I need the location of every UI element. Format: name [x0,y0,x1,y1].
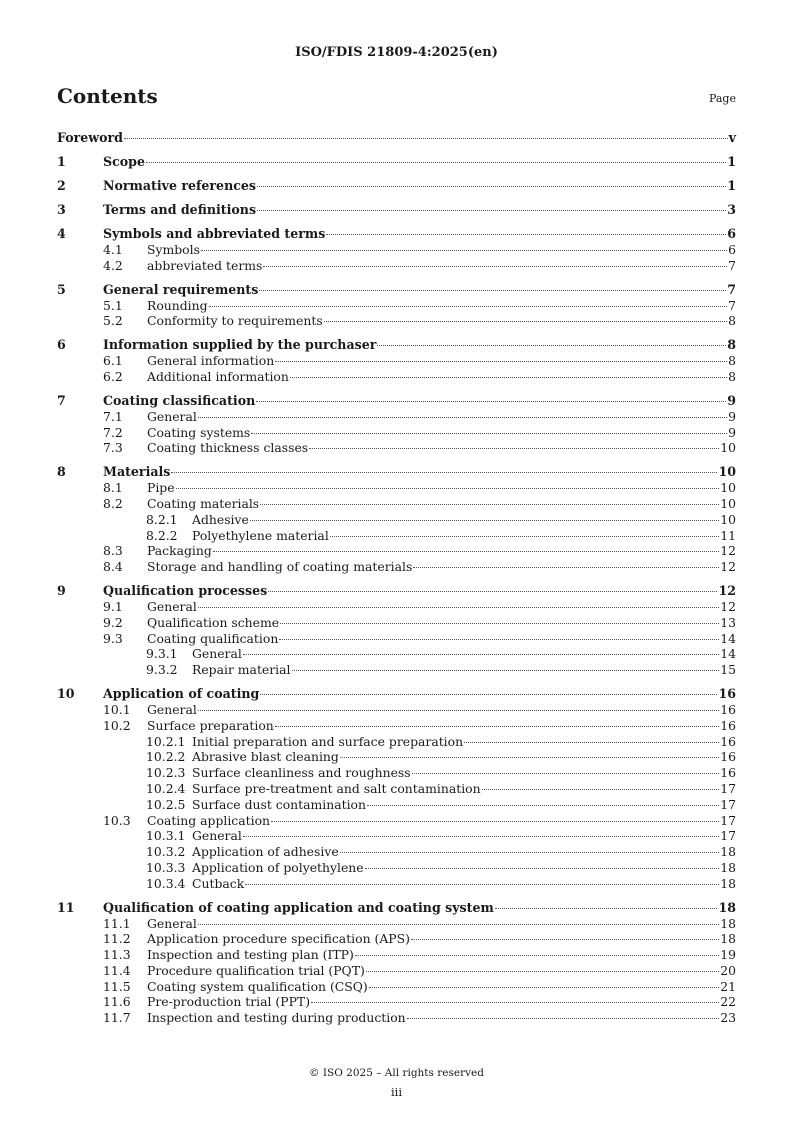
toc-entry[interactable] [57,813,736,829]
toc-entry[interactable] [57,369,736,385]
toc-entry-page: 18 [720,931,736,947]
toc-entry-number: 5.2 [103,313,123,329]
toc-entry-title: abbreviated terms [147,257,263,273]
toc-dot-leader [256,401,726,402]
toc-entry[interactable] [57,781,736,797]
toc-entry-number: 11.4 [103,962,131,978]
toc-entry[interactable] [57,409,736,425]
toc-dot-leader [369,987,719,988]
toc-entry[interactable] [57,512,736,528]
toc-entry[interactable] [57,337,736,353]
toc-entry-page: 19 [720,947,736,963]
toc-entry[interactable] [57,178,736,194]
toc-dot-leader [198,924,719,925]
toc-entry-number: 9 [57,582,66,598]
toc-entry[interactable] [57,994,736,1010]
toc-entry-title: General [147,408,197,424]
toc-entry-number: 4.1 [103,242,123,257]
toc-entry-title: Packaging [147,543,212,559]
toc-entry[interactable] [57,393,736,409]
toc-entry-title: Information supplied by the purchaser [103,337,377,353]
toc-dot-leader [275,361,727,362]
toc-entry-number: 11.1 [103,915,131,931]
page-number: iii [390,1085,403,1099]
toc-entry[interactable] [57,130,736,146]
toc-entry-number: 6 [57,337,66,353]
toc-entry[interactable] [57,559,736,575]
toc-entry[interactable] [57,353,736,369]
toc-dot-leader [271,821,719,822]
toc-entry-title: Rounding [147,297,208,313]
toc-entry[interactable] [57,242,736,258]
toc-entry-page: 12 [720,559,736,575]
toc-entry-page: 18 [720,915,736,931]
toc-entry-page: 18 [718,899,736,915]
toc-entry[interactable] [57,599,736,615]
toc-entry-title: Storage and handling of coating materials [147,559,413,575]
toc-entry[interactable] [57,615,736,631]
toc-entry-title: Additional information [147,368,289,384]
toc-entry[interactable] [57,844,736,860]
toc-entry-number: 8 [57,464,66,480]
toc-dot-leader [213,551,719,552]
toc-entry-number: 1 [57,154,66,169]
copyright-footer: © ISO 2025 – All rights reserved [309,1067,484,1079]
toc-entry-title: Repair material [192,662,291,678]
toc-entry-title: General [147,598,197,614]
toc-dot-leader [259,290,726,291]
toc-entry-title: Symbols [147,242,200,257]
toc-entry-number: 6.1 [103,353,123,369]
toc-entry-number: 8.2.2 [146,527,178,543]
toc-entry-number: 9.3.1 [146,646,178,662]
toc-entry-title: General [147,701,197,717]
toc-entry-title: Coating application [147,812,271,828]
toc-entry-number: 10.3.4 [146,875,186,891]
toc-entry-page: 9 [728,408,736,424]
toc-entry-page: 10 [720,480,736,496]
toc-entry-title: Surface preparation [147,717,274,733]
toc-entry-number: 4.2 [103,257,123,273]
toc-dot-leader [171,472,717,473]
toc-dot-leader [201,250,727,251]
toc-entry[interactable] [57,528,736,544]
toc-dot-leader [146,162,726,163]
toc-entry-title: Foreword [57,130,123,145]
toc-entry-title: Coating qualification [147,630,279,646]
toc-entry-number: 2 [57,178,66,193]
toc-entry-title: Inspection and testing plan (ITP) [147,947,354,963]
toc-dot-leader [257,186,726,187]
toc-entry-page: 15 [720,662,736,678]
toc-entry-number: 6.2 [103,368,123,384]
toc-entry-title: Initial preparation and surface preparation [192,733,464,749]
toc-entry-page: 16 [720,717,736,733]
toc-entry-page: 8 [728,368,736,384]
toc-entry[interactable] [57,797,736,813]
toc-entry-page: 6 [728,242,736,257]
toc-entry-page: 3 [727,202,736,217]
toc-entry-page: 12 [720,598,736,614]
toc-entry[interactable] [57,298,736,314]
toc-entry-title: Application procedure specification (APS) [147,931,410,947]
toc-entry[interactable] [57,496,736,512]
table-of-contents [57,130,736,1026]
toc-entry-number: 10.2.5 [146,796,186,812]
toc-entry[interactable] [57,876,736,892]
toc-entry-page: 21 [720,978,736,994]
toc-entry[interactable] [57,154,736,170]
toc-entry-number: 10.1 [103,701,131,717]
toc-entry-number: 7 [57,392,66,408]
toc-entry-page: 12 [720,543,736,559]
toc-entry-number: 4 [57,226,66,241]
toc-entry[interactable] [57,646,736,662]
toc-entry-number: 7.2 [103,424,123,440]
toc-entry-page: 11 [720,527,736,543]
toc-entry-number: 7.1 [103,408,123,424]
toc-entry-page: 8 [728,353,736,369]
toc-dot-leader [367,805,719,806]
toc-dot-leader [243,836,719,837]
toc-dot-leader [292,670,720,671]
toc-entry[interactable] [57,631,736,647]
toc-dot-leader [326,234,726,235]
toc-entry-page: 18 [720,859,736,875]
toc-entry-number: 11.7 [103,1010,131,1026]
toc-entry-number: 8.1 [103,480,123,496]
toc-entry-page: v [728,130,736,145]
toc-entry-title: Normative references [103,178,257,193]
toc-entry-number: 5.1 [103,297,123,313]
toc-dot-leader [251,433,727,434]
toc-entry[interactable] [57,765,736,781]
toc-entry-page: 14 [720,646,736,662]
toc-entry-number: 8.2 [103,495,123,511]
toc-entry-number: 11.6 [103,994,131,1010]
toc-entry[interactable] [57,583,736,599]
toc-entry[interactable] [57,226,736,242]
toc-entry[interactable] [57,718,736,734]
toc-entry-number: 3 [57,202,66,217]
toc-entry-page: 17 [720,796,736,812]
toc-dot-leader [209,306,728,307]
toc-entry[interactable] [57,916,736,932]
toc-entry-title: Procedure qualification trial (PQT) [147,962,365,978]
toc-dot-leader [377,345,726,346]
toc-entry-page: 16 [720,749,736,765]
toc-entry-page: 1 [727,178,736,193]
toc-dot-leader [280,623,719,624]
toc-entry[interactable] [57,947,736,963]
toc-entry-title: Terms and definitions [103,202,257,217]
toc-entry-page: 7 [728,257,736,273]
toc-entry-title: Polyethylene material [192,527,329,543]
toc-entry-number: 10.3.1 [146,828,186,844]
toc-entry-page: 16 [718,685,736,701]
toc-entry-page: 17 [720,828,736,844]
toc-entry[interactable] [57,828,736,844]
toc-entry-number: 10.2 [103,717,131,733]
toc-entry-page: 10 [720,511,736,527]
toc-entry-title: Cutback [192,875,245,891]
toc-entry-number: 10.3 [103,812,131,828]
toc-entry[interactable] [57,931,736,947]
toc-entry-number: 11.3 [103,947,131,963]
toc-entry-title: Symbols and abbreviated terms [103,226,326,241]
toc-entry-number: 10.2.2 [146,749,186,765]
toc-entry-title: Qualification scheme [147,614,280,630]
toc-entry-number: 10.2.4 [146,780,186,796]
toc-entry-page: 9 [727,392,736,408]
toc-entry-page: 9 [728,424,736,440]
toc-dot-leader [330,536,719,537]
toc-dot-leader [324,321,727,322]
toc-entry-title: Application of coating [103,685,260,701]
toc-entry-page: 8 [727,337,736,353]
toc-entry-title: Inspection and testing during production [147,1010,406,1026]
toc-dot-leader [365,868,720,869]
toc-entry[interactable] [57,734,736,750]
toc-entry-title: General information [147,353,275,369]
toc-entry-number: 8.2.1 [146,511,178,527]
toc-dot-leader [250,520,719,521]
toc-entry-number: 10.3.2 [146,844,186,860]
toc-entry-page: 10 [720,495,736,511]
toc-entry[interactable] [57,963,736,979]
toc-entry[interactable] [57,686,736,702]
toc-entry-number: 10.2.3 [146,765,186,781]
toc-entry-page: 18 [720,844,736,860]
toc-dot-leader [263,266,727,267]
toc-entry-number: 8.4 [103,559,123,575]
toc-entry-page: 7 [728,297,736,313]
toc-dot-leader [260,694,717,695]
toc-dot-leader [198,607,719,608]
toc-dot-leader [279,639,719,640]
toc-entry[interactable] [57,313,736,329]
toc-dot-leader [407,1018,720,1019]
toc-entry[interactable] [57,979,736,995]
toc-entry-page: 16 [720,701,736,717]
document-id-header: ISO/FDIS 21809-4:2025(en) [295,45,498,60]
toc-entry-title: Conformity to requirements [147,313,323,329]
toc-entry[interactable] [57,749,736,765]
toc-entry-number: 10.2.1 [146,733,186,749]
toc-entry-page: 13 [720,614,736,630]
toc-dot-leader [124,138,728,139]
toc-entry-title: Surface cleanliness and roughness [192,765,411,781]
toc-entry-title: Pipe [147,480,175,496]
toc-dot-leader [243,654,719,655]
toc-entry[interactable] [57,440,736,456]
toc-entry-page: 22 [720,994,736,1010]
toc-entry-page: 17 [720,812,736,828]
toc-dot-leader [413,567,719,568]
toc-dot-leader [340,852,720,853]
toc-entry-page: 8 [728,313,736,329]
toc-entry-title: Surface dust contamination [192,796,366,812]
toc-entry-number: 8.3 [103,543,123,559]
toc-entry-number: 5 [57,281,66,297]
toc-entry-title: Application of adhesive [192,844,339,860]
toc-dot-leader [309,448,719,449]
toc-entry-page: 17 [720,780,736,796]
toc-entry-title: Application of polyethylene [192,859,364,875]
toc-dot-leader [260,504,719,505]
toc-entry-number: 9.3 [103,630,123,646]
toc-dot-leader [290,377,727,378]
toc-dot-leader [412,773,720,774]
page-column-label: Page [708,92,736,105]
toc-dot-leader [268,591,717,592]
toc-dot-leader [411,939,719,940]
toc-entry-page: 10 [720,440,736,456]
toc-dot-leader [198,417,727,418]
toc-entry-title: Qualification of coating application and coating system [103,899,494,915]
toc-entry[interactable] [57,282,736,298]
toc-entry-title: Materials [103,464,171,480]
toc-entry-title: General requirements [103,281,259,297]
toc-dot-leader [366,971,719,972]
toc-entry-number: 9.1 [103,598,123,614]
toc-entry-page: 20 [720,962,736,978]
toc-entry-number: 10 [57,685,75,701]
page-title: Contents [57,84,158,108]
toc-entry-page: 12 [718,582,736,598]
toc-dot-leader [275,726,719,727]
toc-entry[interactable] [57,480,736,496]
toc-entry-title: Qualification processes [103,582,268,598]
toc-entry-page: 14 [720,630,736,646]
toc-dot-leader [176,488,720,489]
toc-dot-leader [340,757,719,758]
toc-entry-number: 11 [57,899,75,915]
toc-entry-number: 10.3.3 [146,859,186,875]
toc-dot-leader [482,789,720,790]
toc-entry-title: Scope [103,154,145,169]
toc-entry-title: Pre-production trial (PPT) [147,994,311,1010]
toc-entry[interactable] [57,425,736,441]
toc-entry-page: 23 [720,1010,736,1026]
toc-entry-number: 11.5 [103,978,131,994]
toc-entry[interactable] [57,860,736,876]
toc-dot-leader [245,884,719,885]
toc-entry[interactable] [57,202,736,218]
toc-dot-leader [464,742,719,743]
toc-entry[interactable] [57,543,736,559]
toc-entry[interactable] [57,702,736,718]
toc-entry-number: 9.2 [103,614,123,630]
toc-entry-page: 10 [718,464,736,480]
toc-dot-leader [257,210,726,211]
toc-entry-title: Coating materials [147,495,260,511]
toc-entry-title: Coating system qualification (CSQ) [147,978,368,994]
toc-entry-number: 7.3 [103,440,123,456]
toc-entry-title: Surface pre-treatment and salt contamination [192,780,481,796]
toc-entry-page: 16 [720,765,736,781]
toc-dot-leader [495,908,718,909]
toc-dot-leader [355,955,719,956]
toc-entry-title: Coating systems [147,424,251,440]
toc-entry-page: 7 [727,281,736,297]
toc-entry[interactable] [57,464,736,480]
toc-entry-title: General [192,828,242,844]
toc-entry-title: General [147,915,197,931]
toc-entry-page: 18 [720,875,736,891]
toc-entry[interactable] [57,1010,736,1026]
toc-entry-number: 9.3.2 [146,662,178,678]
toc-entry[interactable] [57,662,736,678]
toc-entry-title: General [192,646,242,662]
toc-entry[interactable] [57,258,736,274]
toc-entry-title: Abrasive blast cleaning [192,749,339,765]
toc-dot-leader [311,1002,719,1003]
toc-entry-page: 1 [727,154,736,169]
toc-entry-page: 6 [727,226,736,241]
toc-entry-title: Coating thickness classes [147,440,309,456]
toc-dot-leader [198,710,719,711]
toc-entry-page: 16 [720,733,736,749]
toc-entry-number: 11.2 [103,931,131,947]
toc-entry-title: Adhesive [192,511,249,527]
toc-entry-title: Coating classification [103,392,256,408]
toc-entry[interactable] [57,900,736,916]
